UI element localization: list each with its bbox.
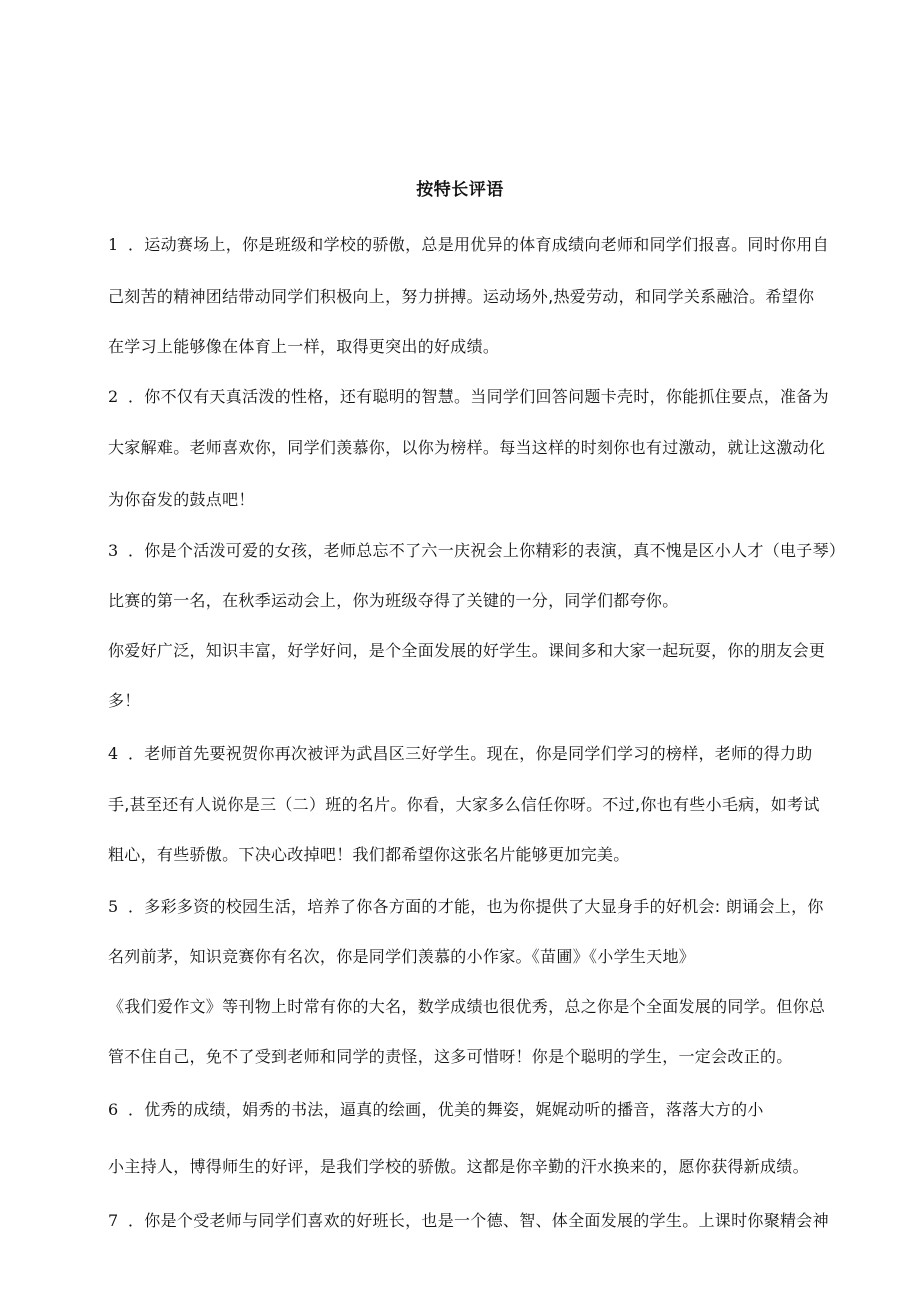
item-2-line-3: 为你奋发的鼓点吧！: [108, 490, 255, 509]
item-5-line-3: 《我们爱作文》等刊物上时常有你的大名，数学成绩也很优秀，总之你是个全面发展的同学。但你总: [108, 997, 826, 1016]
item-3-line-2: 比赛的第一名，在秋季运动会上，你为班级夺得了关键的一分，同学们都夸你。: [108, 591, 679, 610]
item-1-number: 1: [108, 235, 119, 254]
document-title: 按特长评语: [416, 180, 504, 200]
item-4-line-3: 粗心，有些骄傲。下决心改掉吧！我们都希望你这张名片能够更加完美。: [108, 845, 630, 864]
item-5-line-2: 名列前茅，知识竞赛你有名次，你是同学们羡慕的小作家。《苗圃》《小学生天地》: [108, 947, 696, 966]
item-4-number: 4: [108, 744, 119, 763]
item-1-line-2: 己刻苦的精神团结带动同学们积极向上，努力拼搏。运动场外,热爱劳动，和同学关系融洽。希望你: [108, 287, 815, 306]
item-3-line-1: 3 ．你是个活泼可爱的女孩，老师总忘不了六一庆祝会上你精彩的表演，真不愧是区小人才（电子琴）: [108, 537, 845, 565]
item-5-line-4: 管不住自己，免不了受到老师和同学的责怪，这多可惜呀！你是个聪明的学生，一定会改正的。: [108, 1047, 793, 1066]
item-2-line-1: 2 ．你不仅有天真活泼的性格，还有聪明的智慧。当同学们回答问题卡壳时，你能抓住要点，准备为: [108, 383, 829, 411]
item-3-number: 3: [108, 541, 119, 560]
item-6-line-2: 小主持人，博得师生的好评，是我们学校的骄傲。这都是你辛勤的汗水换来的，愿你获得新成绩。: [108, 1157, 809, 1176]
item-6-number: 6: [108, 1100, 119, 1119]
item-7-line-1: 7 ．你是个受老师与同学们喜欢的好班长，也是一个德、智、体全面发展的学生。上课时你聚精会神: [108, 1207, 829, 1235]
item-1-line-1: 1 ．运动赛场上，你是班级和学校的骄傲，总是用优异的体育成绩向老师和同学们报喜。同时你用自: [108, 231, 829, 259]
item-2-number: 2: [108, 387, 119, 406]
item-1-line-3: 在学习上能够像在体育上一样，取得更突出的好成绩。: [108, 337, 500, 356]
item-3-line-4: 多！: [108, 691, 141, 710]
item-4-line-1: 4 ．老师首先要祝贺你再次被评为武昌区三好学生。现在，你是同学们学习的榜样，老师的得力助: [108, 740, 813, 768]
item-2-line-2: 大家解难。老师喜欢你，同学们羡慕你，以你为榜样。每当这样的时刻你也有过激动，就让这激动化: [108, 438, 826, 457]
item-5-line-1: 5 ．多彩多资的校园生活，培养了你各方面的才能，也为你提供了大显身手的好机会: 朗诵会上，你: [108, 893, 824, 921]
item-3-line-3: 你爱好广泛，知识丰富，好学好问，是个全面发展的好学生。课间多和大家一起玩耍，你的朋友会更: [108, 641, 826, 660]
item-5-number: 5: [108, 897, 119, 916]
item-6-line-1: 6 ．优秀的成绩，娟秀的书法，逼真的绘画，优美的舞姿，娓娓动听的播音，落落大方的小: [108, 1096, 764, 1124]
item-4-line-2: 手,甚至还有人说你是三（二）班的名片。你看，大家多么信任你呀。不过,你也有些小毛病，如考试: [108, 795, 820, 814]
item-7-number: 7: [108, 1211, 119, 1230]
